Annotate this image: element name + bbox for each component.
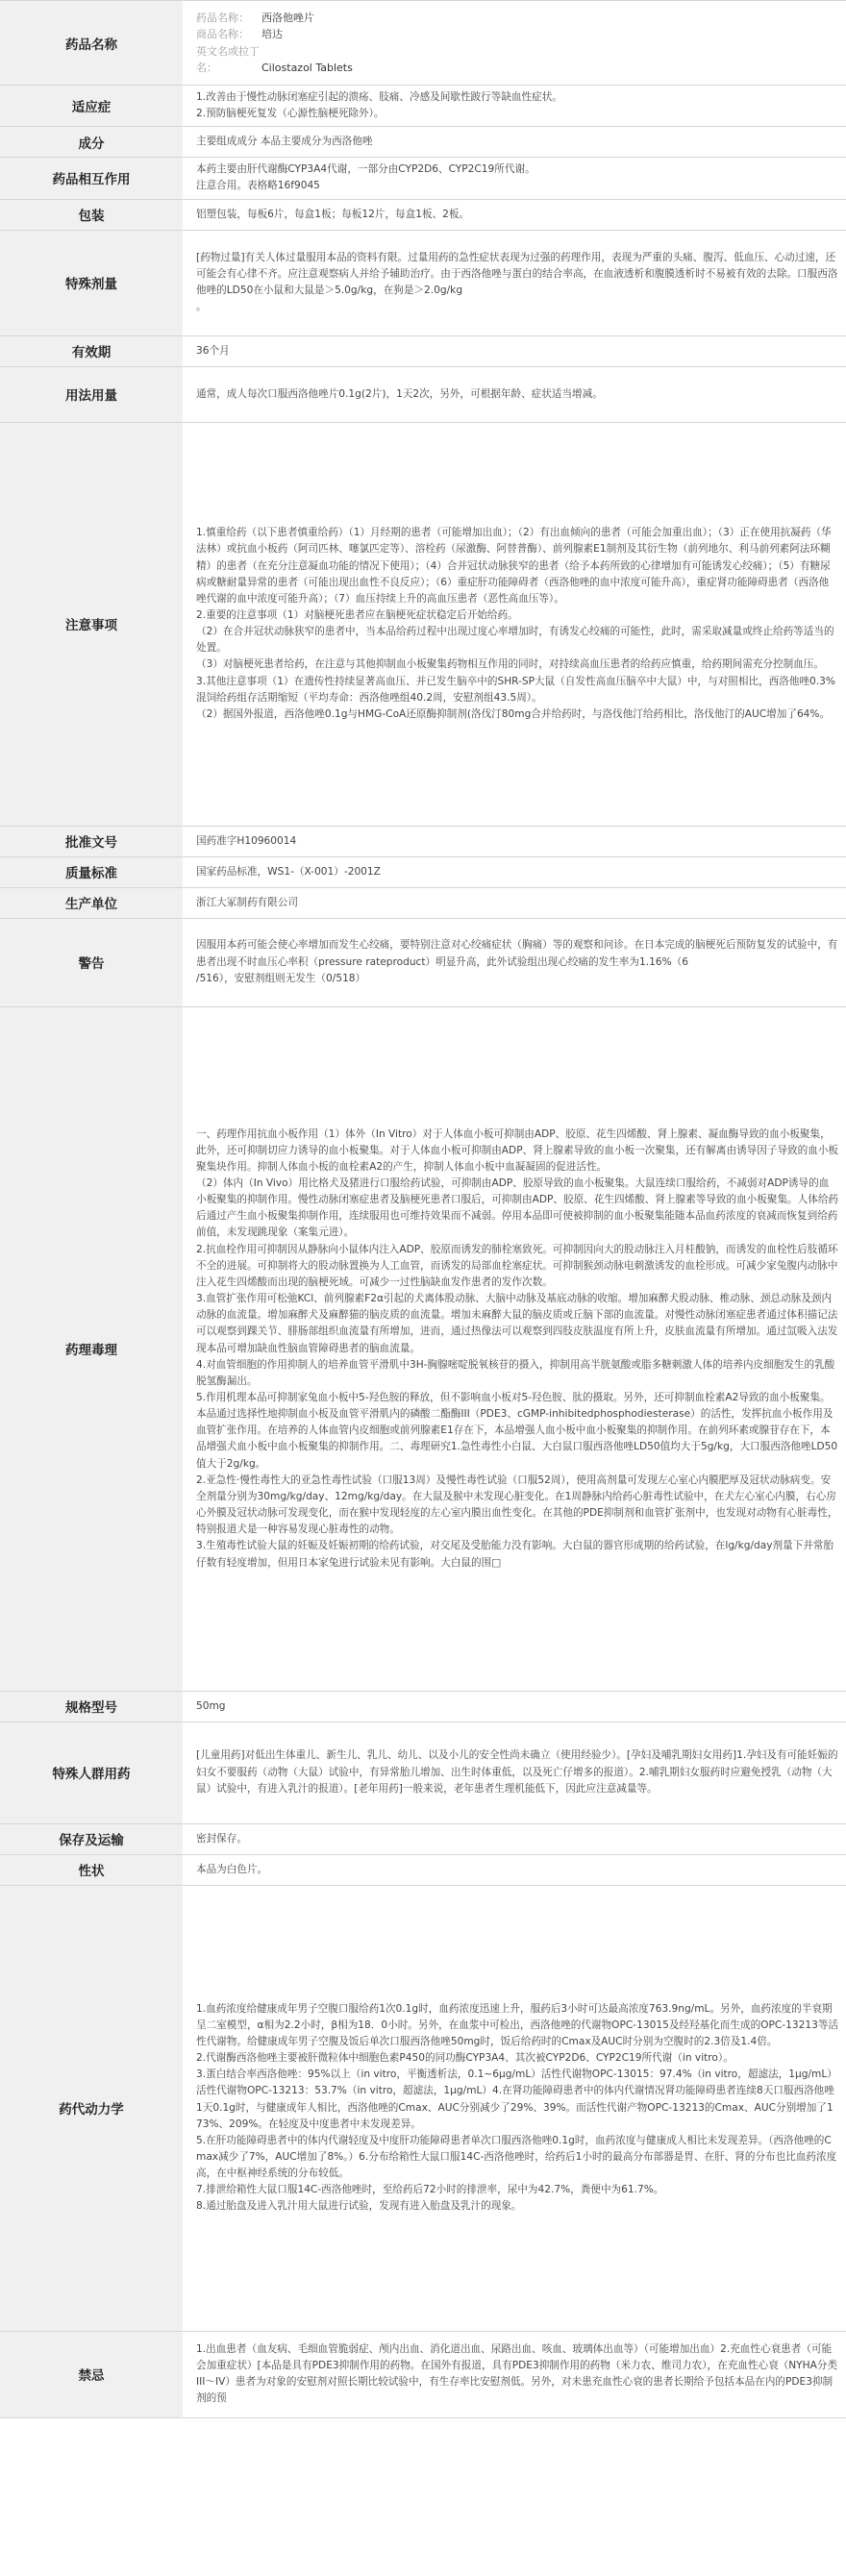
paragraph: （2）体内（In Vivo）用比格犬及猪进行口服给药试验，可抑制由ADP、胶原导致的血小板聚集。大鼠连续口服给药，不减弱对ADP诱导的血小板聚集的抑制作用。慢性动脉闭塞症患者及脑梗死患者口服后，可抑制由ADP、胶原、花生四烯酸、肾上腺素等导致的血小板聚集。人体给药后通过产生血小板聚集抑制作用，连续服用也可维持效果而不减弱。停用本品即可使被抑制的血小板聚集能随本品血药浓度的衰减而恢复到给药前值，未发现跳现象（案集元进）。 (196, 1177, 839, 1239)
paragraph: 5.作用机理本品可抑制家兔血小板中5-羟色胺的释放，但不影响血小板对5-羟色胺、肽的摄取。另外，还可抑制血栓素A2导致的血小板聚集。本品通过选择性地抑制血小板及血管平滑肌内的磷酸二酯酶III（PDE3、cGMP-inhibitedphosphodiesterase）的活性，发挥抗血小板作用及血管扩张作用。在培养的人体血管内皮细胞或前列腺素E1存在下，本品增强人血小板中血小板聚集的抑制作用。在前列环素或腺苷存在下，本品增强犬血小板中血小板聚集的抑制作用。二、毒理研究1.急性毒性小白鼠、大白鼠口服西洛他唑LD50值均大于5g/kg，大口服西洛他唑LD50值大于2g/kg。 (196, 1392, 838, 1470)
info-row (0, 2331, 846, 2417)
row-value (183, 1691, 846, 1721)
paragraph: 国药准字H10960014 (196, 834, 297, 847)
paragraph: 5.在肝功能障碍患者中的体内代谢轻度及中度肝功能障碍患者单次口服西洛他唑0.1g时，血药浓度与健康成人相比未发现差异。（西洛他唑的Cmax减少了7%，AUC增加了8%。）6.分布给箱性大鼠口服14C-西洛他唑时，给药后1小时的最高分布部器是胃、在肝、肾的分布也比血药浓度高，在中枢神经系统的分布较低。 (196, 2134, 837, 2180)
paragraph: 国家药品标准，WS1-（X-001）-2001Z (196, 865, 381, 878)
paragraph: 本品为白色片。 (196, 1863, 268, 1875)
paragraph: 36个月 (196, 344, 230, 357)
row-label: 药代动力学 (0, 1885, 183, 2331)
row-label: 成分 (0, 127, 183, 158)
info-row (0, 1823, 846, 1854)
name-line: 药品名称： 西洛他唑片 (196, 12, 314, 25)
row-value (183, 1823, 846, 1854)
info-row (0, 1691, 846, 1721)
paragraph: 3.蛋白结合率西洛他唑：95%以上（in vitro，平衡透析法，0.1~6μg/mL）活性代谢物OPC-13015：97.4%（in vitro，超滤法，1μg/mL）活性代谢物OPC-13213：53.7%（in vitro，超滤法，1μg/mL）4.在肾功能障碍患者中的体内代谢情况肾功能障碍患者连续8天口服西洛他唑1天0.1g时，与健康成年人相比，西洛他唑的Cmax、AUC分别减少了29%、39%。而活性代谢产物OPC-13213的Cmax、AUC分别增加了173%、209%。在轻度及中度患者中未发现差异。 (196, 2068, 837, 2130)
paragraph: 4.对血管细胞的作用抑制人的培养血管平滑肌中3H-胸腺嘧啶脱氧核苷的摄入，抑制用高半胱氨酸或脂多糖刺激人体的培养内皮细胞发生的乳酸脱氢酶漏出。 (196, 1358, 835, 1387)
row-label: 药品名称 (0, 1, 183, 86)
row-value (183, 335, 846, 366)
row-label: 保存及运输 (0, 1823, 183, 1854)
paragraph: （2）据国外报道，西洛他唑0.1g与HMG-CoA还原酶抑制剂(洛伐汀80mg合并给药时，与洛伐他汀给药相比，洛伐他汀的AUC增加了64%。 (196, 707, 831, 720)
info-row (0, 887, 846, 918)
row-label: 规格型号 (0, 1691, 183, 1721)
info-row (0, 918, 846, 1006)
info-row (0, 856, 846, 887)
paragraph: 2.代谢酶西洛他唑主要被肝微粒体中细胞色素P450的同功酶CYP3A4、其次被CYP2D6、CYP2C19所代谢（in vitro）。 (196, 2052, 734, 2065)
info-row (0, 127, 846, 158)
paragraph: 铝塑包装，每板6片，每盒1板；每板12片，每盒1板、2板。 (196, 208, 470, 220)
paragraph: （3）对脑梗死患者给药，在注意与其他抑制血小板聚集药物相互作用的同时，对持续高血压患者的给药应慎重，给药期间需充分控制血压。 (196, 658, 824, 671)
row-label: 生产单位 (0, 887, 183, 918)
row-value (183, 918, 846, 1006)
info-row (0, 158, 846, 199)
info-row (0, 335, 846, 366)
info-row (0, 826, 846, 856)
paragraph: 通常，成人每次口服西洛他唑片0.1g(2片)，1天2次，另外，可根据年龄、症状适当增减。 (196, 387, 603, 400)
paragraph: /516），安慰剂组则无发生（0/518） (196, 972, 366, 984)
row-value (183, 887, 846, 918)
paragraph: 。 (196, 301, 207, 313)
row-value (183, 1854, 846, 1885)
info-row (0, 1885, 846, 2331)
row-label: 特殊人群用药 (0, 1721, 183, 1823)
paragraph: 一、药理作用抗血小板作用（1）体外（In Vitro）对于人体血小板可抑制由ADP、胶原、花生四烯酸、肾上腺素、凝血酶导致的血小板聚集，此外，还可抑制切应力诱导的血小板聚集。对于人体血小板可抑制由ADP、肾上腺素导致的血小板一次聚集，还有解离由诱导因子导致的血小板聚集块作用。抑制人体血小板的血栓素A2的产生，抑制人体血小板中血凝凝固的促进活性。 (196, 1127, 839, 1173)
paragraph: 主要组成成分 本品主要成分为西洛他唑 (196, 136, 373, 148)
info-row (0, 199, 846, 230)
row-label: 有效期 (0, 335, 183, 366)
name-line: 英文名或拉丁名： Cilostazol Tablets (196, 44, 353, 74)
row-label: 性状 (0, 1854, 183, 1885)
paragraph: 2.亚急性·慢性毒性大的亚急性毒性试验（口服13周）及慢性毒性试验（口服52周），使用高剂量可发现左心室心内膜肥厚及冠状动脉病变。安全剂量分别为30mg/kg/day、12mg/kg/day。在大鼠及猴中未发现心脏变化。在1周静脉内给药心脏毒性试验中，在犬左心室心内膜，右心房心外膜及冠状动脉可发现变化，而在猴中发现轻度的左心室内膜出血性变化。在其他的PDE抑制剂和血管扩张剂中，也发现对动物有心脏毒性，特别报道犬是一种容易发现心脏毒性的动物。 (196, 1474, 838, 1536)
paragraph: 2.预防脑梗死复发（心源性脑梗死除外）。 (196, 108, 385, 120)
row-value (183, 366, 846, 422)
info-row (0, 86, 846, 127)
row-label: 药品相互作用 (0, 158, 183, 199)
paragraph: （2）在合并冠状动脉狭窄的患者中，当本品给药过程中出现过度心率增加时，有诱发心绞痛的可能性，此时，需采取减量或终止给药等适当的处置。 (196, 626, 834, 655)
paragraph: 3.生殖毒性试验大鼠的妊娠及妊娠初期的给药试验，对交尾及受胎能力没有影响。大白鼠的器官形成期的给药试验，在lg/kg/day剂量下并常胎仔数有轻度增加，但用日本家兔进行试验未见有影响。大白鼠的围□ (196, 1540, 834, 1569)
row-label: 特殊剂量 (0, 230, 183, 335)
paragraph: 7.排泄给箱性大鼠口服14C-西洛他唑时，至给药后72小时的排泄率，尿中为42.7%，粪便中为61.7%。 (196, 2184, 664, 2196)
paragraph: 2.重要的注意事项（1）对脑梗死患者应在脑梗死症状稳定后开始给药。 (196, 608, 518, 621)
row-value (183, 127, 846, 158)
info-row (0, 1854, 846, 1885)
row-label: 用法用量 (0, 366, 183, 422)
row-label: 包装 (0, 199, 183, 230)
row-value (183, 826, 846, 856)
paragraph: [儿童用药]对低出生体重儿、新生儿、乳儿、幼儿、以及小儿的安全性尚未确立（使用经验少）。[孕妇及哺乳期妇女用药]1.孕妇及有可能妊娠的妇女不要服药（动物（大鼠）试验中，有异常胎儿增加、出生时体重低，以及死亡仔增多的报道）。2.哺乳期妇女服药时应避免授乳（动物（大鼠）试验中，有进入乳汁的报道）。[老年用药]一般来说，老年患者生理机能低下，因此应注意减量等。 (196, 1749, 838, 1795)
paragraph: 1.慎重给药（以下患者慎重给药）（1）月经期的患者（可能增加出血）；（2）有出血倾向的患者（可能会加重出血）；（3）正在使用抗凝药（华法林）或抗血小板药（阿司匹林、噻氯匹定等）、溶栓药（尿激酶、阿替普酶）、前列腺素E1制剂及其衍生物（前列地尔、利马前列素阿法环糊精）的患者（在充分注意凝血功能的情况下使用）；（4）合并冠状动脉狭窄的患者（给予本药所致的心律增加有可能诱发心绞痛）；（5）有糖尿病或糖耐量异常的患者（可能出现出血性不良反应）；（6）重症肝功能障碍者（西洛他唑的血中浓度可能升高），重症肾功能障碍患者（西洛他唑代谢的血中浓度可能升高）；（7）血压持续上升的高血压患者（恶性高血压等）。 (196, 527, 832, 605)
row-value (183, 1006, 846, 1691)
paragraph: 注意合用。表格略16f9045 (196, 180, 320, 192)
row-drug-name (0, 1, 846, 86)
paragraph: 3.血管扩张作用可松弛KCl、前列腺素F2α引起的犬离体股动脉、大脑中动脉及基底动脉的收缩。增加麻醉犬股动脉、椎动脉、颈总动脉及颈内动脉的血流量。增加麻醉犬及麻醉猫的脑皮质的血流量。增加未麻醉大鼠的脑皮质或丘脑下部的血流量。对慢性动脉闭塞症患者通过体积描记法可以观察到踝关节、腓肠部组织血流量有所增加，进而，通过热像法可以观察到四肢皮肤温度有所上升，皮肤血流量有所增加。通过氙吸入法发现本品可增加缺血性脑血管障碍患者的脑血流量。 (196, 1293, 838, 1354)
row-value (183, 199, 846, 230)
info-row (0, 1006, 846, 1691)
info-row (0, 1721, 846, 1823)
paragraph: 本药主要由肝代谢酶CYP3A4代谢，一部分由CYP2D6、CYP2C19所代谢。 (196, 163, 535, 176)
row-label: 警告 (0, 918, 183, 1006)
name-line: 商品名称： 培达 (196, 28, 283, 41)
paragraph: [药物过量]有关人体过量服用本品的资料有限。过量用药的急性症状表现为过强的药理作用，表现为严重的头痛、腹泻、低血压、心动过速，还可能会有心律不齐。应注意观察病人并给予辅助治疗。由于西洛他唑与蛋白的结合率高，在血液透析和腹膜透析时不易被有效的去除。口服西洛他唑的LD50在小鼠和大鼠是＞5.0g/kg，在狗是＞2.0g/kg (196, 251, 838, 297)
row-label: 禁忌 (0, 2331, 183, 2417)
row-value (183, 856, 846, 887)
row-label: 适应症 (0, 86, 183, 127)
row-value (183, 422, 846, 826)
row-value (183, 1721, 846, 1823)
info-row (0, 366, 846, 422)
row-label: 注意事项 (0, 422, 183, 826)
paragraph: 1.改善由于慢性动脉闭塞症引起的溃疡、肢痛、冷感及间歇性跛行等缺血性症状。 (196, 91, 562, 103)
paragraph: 3.其他注意事项（1）在遗传性持续显著高血压、并已发生脑卒中的SHR-SP大鼠（自发性高血压脑卒中大鼠）中，与对照相比，西洛他唑0.3%混饲给药组存活期缩短（平均寿命：西洛他唑组40.2周，安慰剂组43.5周）。 (196, 675, 835, 704)
paragraph: 2.抗血栓作用可抑制因从静脉向小鼠体内注入ADP、胶原而诱发的肺栓塞致死。可抑制因向大的股动脉注入月桂酸钠，而诱发的血栓性后肢循环不全的进展。可抑制将大的股动脉置换为人工血管，而诱发的局部血栓塞症状。可抑制猴颈动脉电刺激诱发的血栓形成。可减少家兔腹内动脉中注入花生四烯酸而出现的脑梗死域。可减少一过性脑缺血发作患者的发作次数。 (196, 1243, 838, 1288)
info-row (0, 230, 846, 335)
row-value (183, 86, 846, 127)
row-label: 批准文号 (0, 826, 183, 856)
row-value (183, 1, 846, 86)
row-label: 药理毒理 (0, 1006, 183, 1691)
paragraph: 8.通过胎盘及进入乳汁用大鼠进行试验，发现有进入胎盘及乳汁的现象。 (196, 2200, 522, 2213)
paragraph: 1.出血患者（血友病、毛细血管脆弱症、颅内出血、消化道出血、尿路出血、咳血、玻璃体出血等）（可能增加出血）2.充血性心衰患者（可能会加重症状）[本品是具有PDE3抑制作用的药物。在国外有报道，具有PDE3抑制作用的药物（米力农、维司力农），在充血性心衰（NYHA分类III～IV）患者为对象的安慰剂对照长期比较试验中，有生存率比安慰剂低。另外，对未患充血性心衰的患者长期给予包括本品在内的PDE3抑制剂的预 (196, 2342, 838, 2405)
paragraph: 50mg (196, 1699, 226, 1712)
row-value (183, 2331, 846, 2417)
info-row (0, 422, 846, 826)
row-label: 质量标准 (0, 856, 183, 887)
row-value (183, 230, 846, 335)
row-value (183, 1885, 846, 2331)
row-value (183, 158, 846, 199)
paragraph: 因服用本药可能会使心率增加而发生心绞痛，要特别注意对心绞痛症状（胸痛）等的观察和问诊。在日本完成的脑梗死后预防复发的试验中，有患者出现不时血压心率积（pressure rateproduct）明显升高，此外试验组出现心绞痛的发生率为1.16%（6 (196, 939, 838, 968)
paragraph: 浙江大冢制药有限公司 (196, 896, 298, 908)
paragraph: 1.血药浓度给健康成年男子空腹口服给药1次0.1g时，血药浓度迅速上升，服药后3小时可达最高浓度763.9ng/mL。另外，血药浓度的半衰期呈二室模型，α相为2.2小时，β相为18．0小时。另外，在血浆中可检出，西洛他唑的代谢物OPC-13015及经羟基化而生成的OPC-13213等活性代谢物。给健康成年男子空腹及饭后单次口服西洛他唑50mg时，饭后给药时的Cmax及AUC时分别为空腹时的2.3倍及1.4倍。 (196, 2002, 839, 2047)
paragraph: 密封保存。 (196, 1832, 247, 1845)
